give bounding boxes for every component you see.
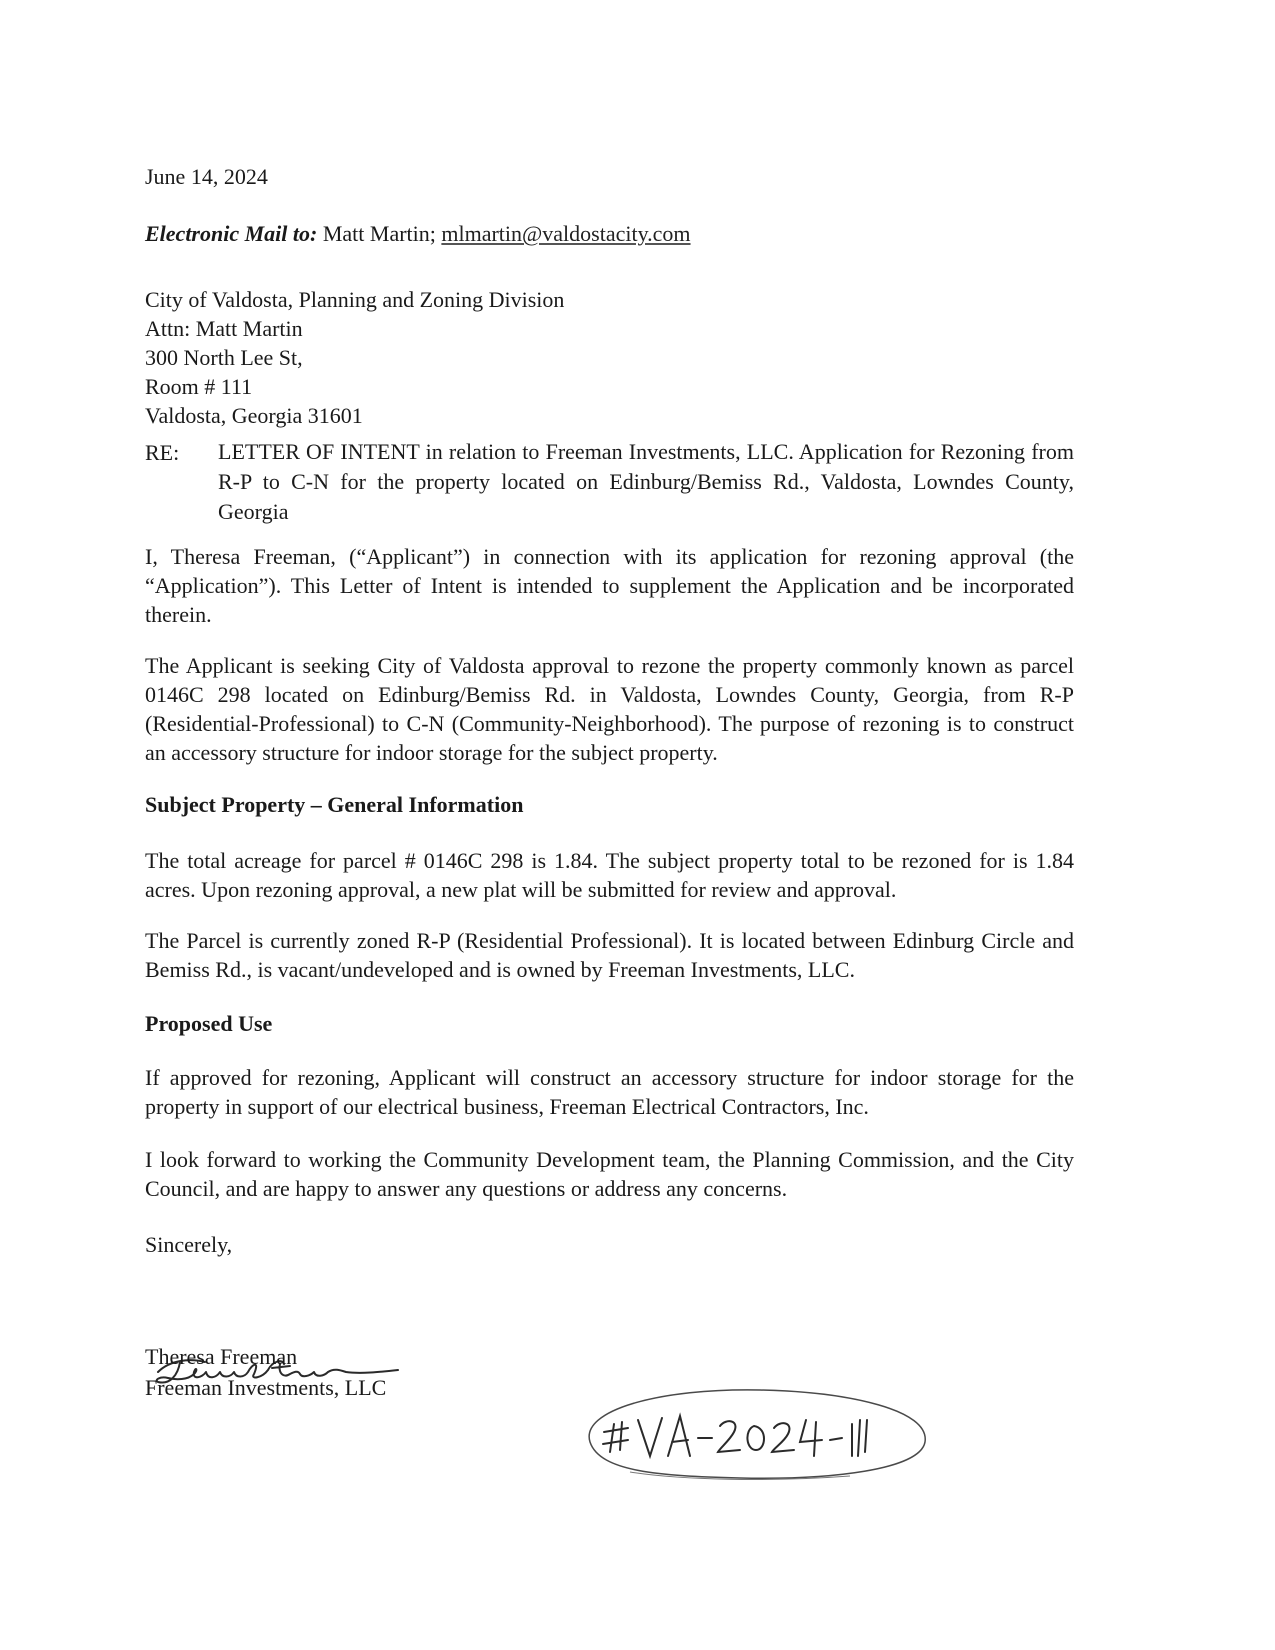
email-link[interactable]: mlmartin@valdostacity.com bbox=[441, 221, 691, 246]
signer-name: Theresa Freeman bbox=[145, 1344, 298, 1369]
re-label: RE: bbox=[145, 440, 180, 465]
re-subject: LETTER OF INTENT in relation to Freeman Investments, LLC. Application for Rezoning from R-P to C-N for the property located on Edinburg/Bemiss Rd., Valdosta, Lowndes County, Georgia bbox=[218, 439, 1074, 524]
address-line: Valdosta, Georgia 31601 bbox=[145, 403, 363, 428]
signer-organization: Freeman Investments, LLC bbox=[145, 1375, 387, 1400]
closing-salutation: Sincerely, bbox=[145, 1232, 233, 1257]
section-heading-subject-property: Subject Property – General Information bbox=[145, 792, 524, 817]
zoning-paragraph: The Parcel is currently zoned R-P (Residential Professional). It is located between Edinburg Circle and Bemiss Rd., is vacant/undeveloped and is owned by Freeman Investments, LLC. bbox=[145, 928, 1074, 982]
acreage-paragraph: The total acreage for parcel # 0146C 298 is 1.84. The subject property total to be rezoned for is 1.84 acres. Upon rezoning approval, a new plat will be submitted for review and approval. bbox=[145, 848, 1074, 902]
address-line: 300 North Lee St, bbox=[145, 345, 303, 370]
address-line: Room # 111 bbox=[145, 374, 253, 399]
email-recipient: Matt Martin; bbox=[322, 221, 436, 246]
email-line bbox=[145, 219, 691, 248]
proposed-use-paragraph: If approved for rezoning, Applicant will construct an accessory structure for indoor storage for the property in support of our electrical business, Freeman Electrical Contractors, Inc. bbox=[145, 1065, 1074, 1119]
recipient-address bbox=[145, 285, 564, 430]
address-line: Attn: Matt Martin bbox=[145, 316, 303, 341]
letter-date: June 14, 2024 bbox=[145, 164, 268, 189]
case-number-stamp bbox=[570, 1380, 940, 1490]
closing-paragraph: I look forward to working the Community Development team, the Planning Commission, and the City Council, and are happy to answer any questions or address any concerns. bbox=[145, 1147, 1074, 1201]
purpose-paragraph: The Applicant is seeking City of Valdosta approval to rezone the property commonly known as parcel 0146C 298 located on Edinburg/Bemiss Rd. in Valdosta, Lowndes County, Georgia, from R-P (Residential-Professional) to C-N (Community-Neighborhood). The purpose of rezoning is to construct an accessory structure for indoor storage for the subject property. bbox=[145, 653, 1074, 765]
intro-paragraph: I, Theresa Freeman, (“Applicant”) in connection with its application for rezoning approval (the “Application”). This Letter of Intent is intended to supplement the Application and be incorporated therein. bbox=[145, 544, 1074, 627]
email-label: Electronic Mail to: bbox=[145, 221, 318, 246]
address-line: City of Valdosta, Planning and Zoning Division bbox=[145, 287, 565, 312]
section-heading-proposed-use: Proposed Use bbox=[145, 1011, 273, 1036]
